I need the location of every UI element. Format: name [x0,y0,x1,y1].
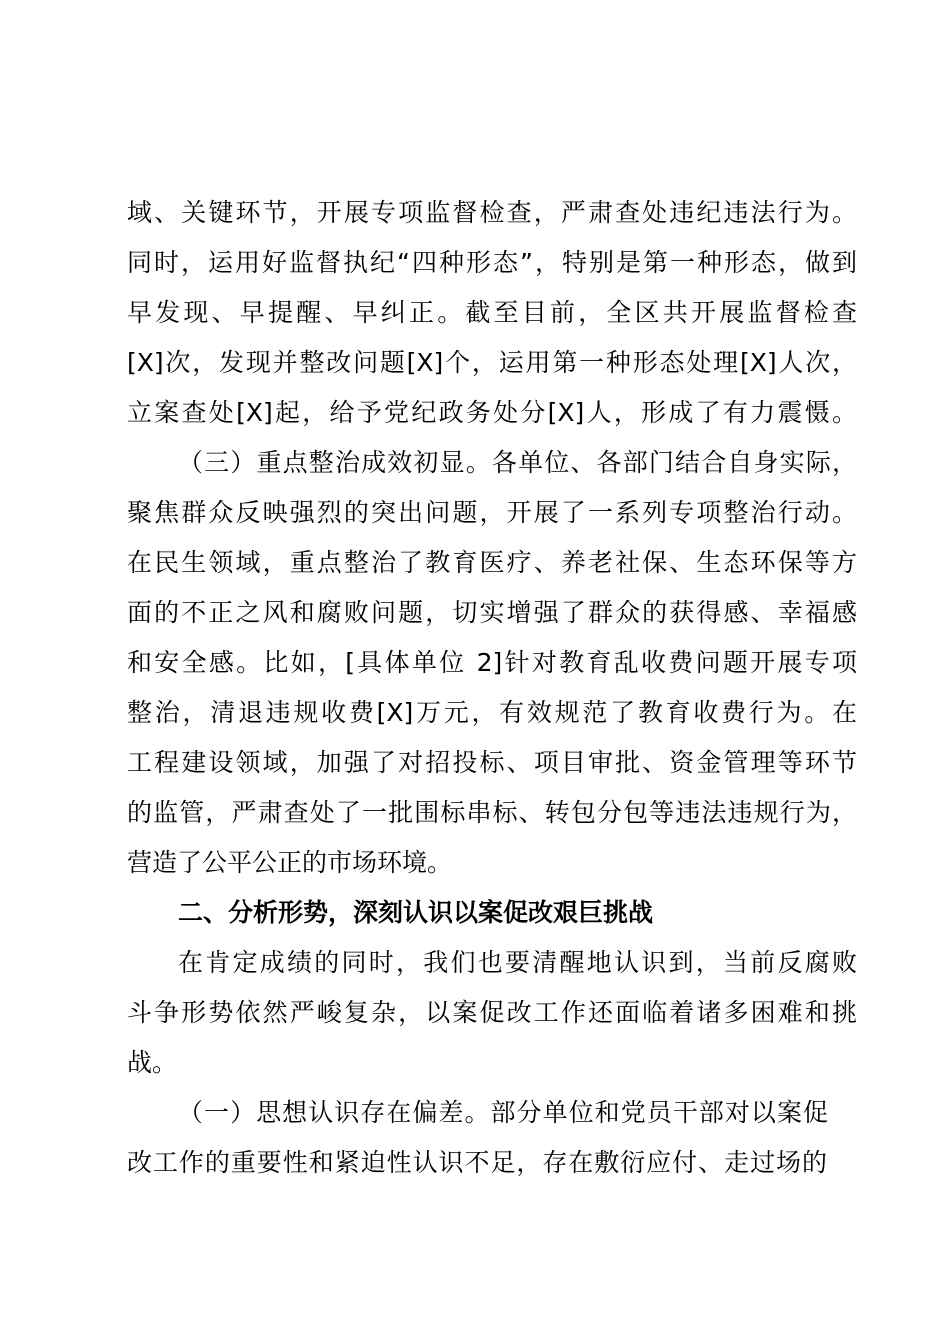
text-line: 在肯定成绩的同时，我们也要清醒地认识到，当前反腐败 [178,948,857,977]
text-line: 在民生领域，重点整治了教育医疗、养老社保、生态环保等方 [127,548,857,577]
text-line: 早发现、早提醒、早纠正。截至目前，全区共开展监督检查 [127,298,857,327]
text-line: 工程建设领域，加强了对招投标、项目审批、资金管理等环节 [127,748,857,777]
section-heading-3: （三）重点整治成效初显。各单位、各部门结合自身实际， [178,448,857,477]
text-line: 改工作的重要性和紧迫性认识不足，存在敷衍应付、走过场的 [127,1148,827,1177]
text-line: 营造了公平公正的市场环境。 [127,848,453,877]
text-line: 斗争形势依然严峻复杂，以案促改工作还面临着诸多困难和挑 [127,998,857,1027]
text-line: 立案查处[X]起，给予党纪政务处分[X]人，形成了有力震慑。 [127,398,857,427]
text-line: 域、关键环节，开展专项监督检查，严肃查处违纪违法行为。 [127,198,857,227]
text-line: 战。 [127,1048,178,1077]
text-line: 整治，清退违规收费[X]万元，有效规范了教育收费行为。在 [127,698,857,727]
text-line: 的监管，严肃查处了一批围标串标、转包分包等违法违规行为， [127,798,857,827]
text-line: [X]次，发现并整改问题[X]个，运用第一种形态处理[X]人次， [127,348,857,377]
text-line: 面的不正之风和腐败问题，切实增强了群众的获得感、幸福感 [127,598,857,627]
text-line: 同时，运用好监督执纪“四种形态”，特别是第一种形态，做到 [127,248,857,277]
section-heading-1: （一）思想认识存在偏差。部分单位和党员干部对以案促 [178,1098,828,1127]
text-line: 聚焦群众反映强烈的突出问题，开展了一系列专项整治行动。 [127,498,857,527]
chapter-heading-2: 二、分析形势，深刻认识以案促改艰巨挑战 [178,898,654,927]
text-line: 和安全感。比如，[具体单位 2]针对教育乱收费问题开展专项 [127,648,857,677]
